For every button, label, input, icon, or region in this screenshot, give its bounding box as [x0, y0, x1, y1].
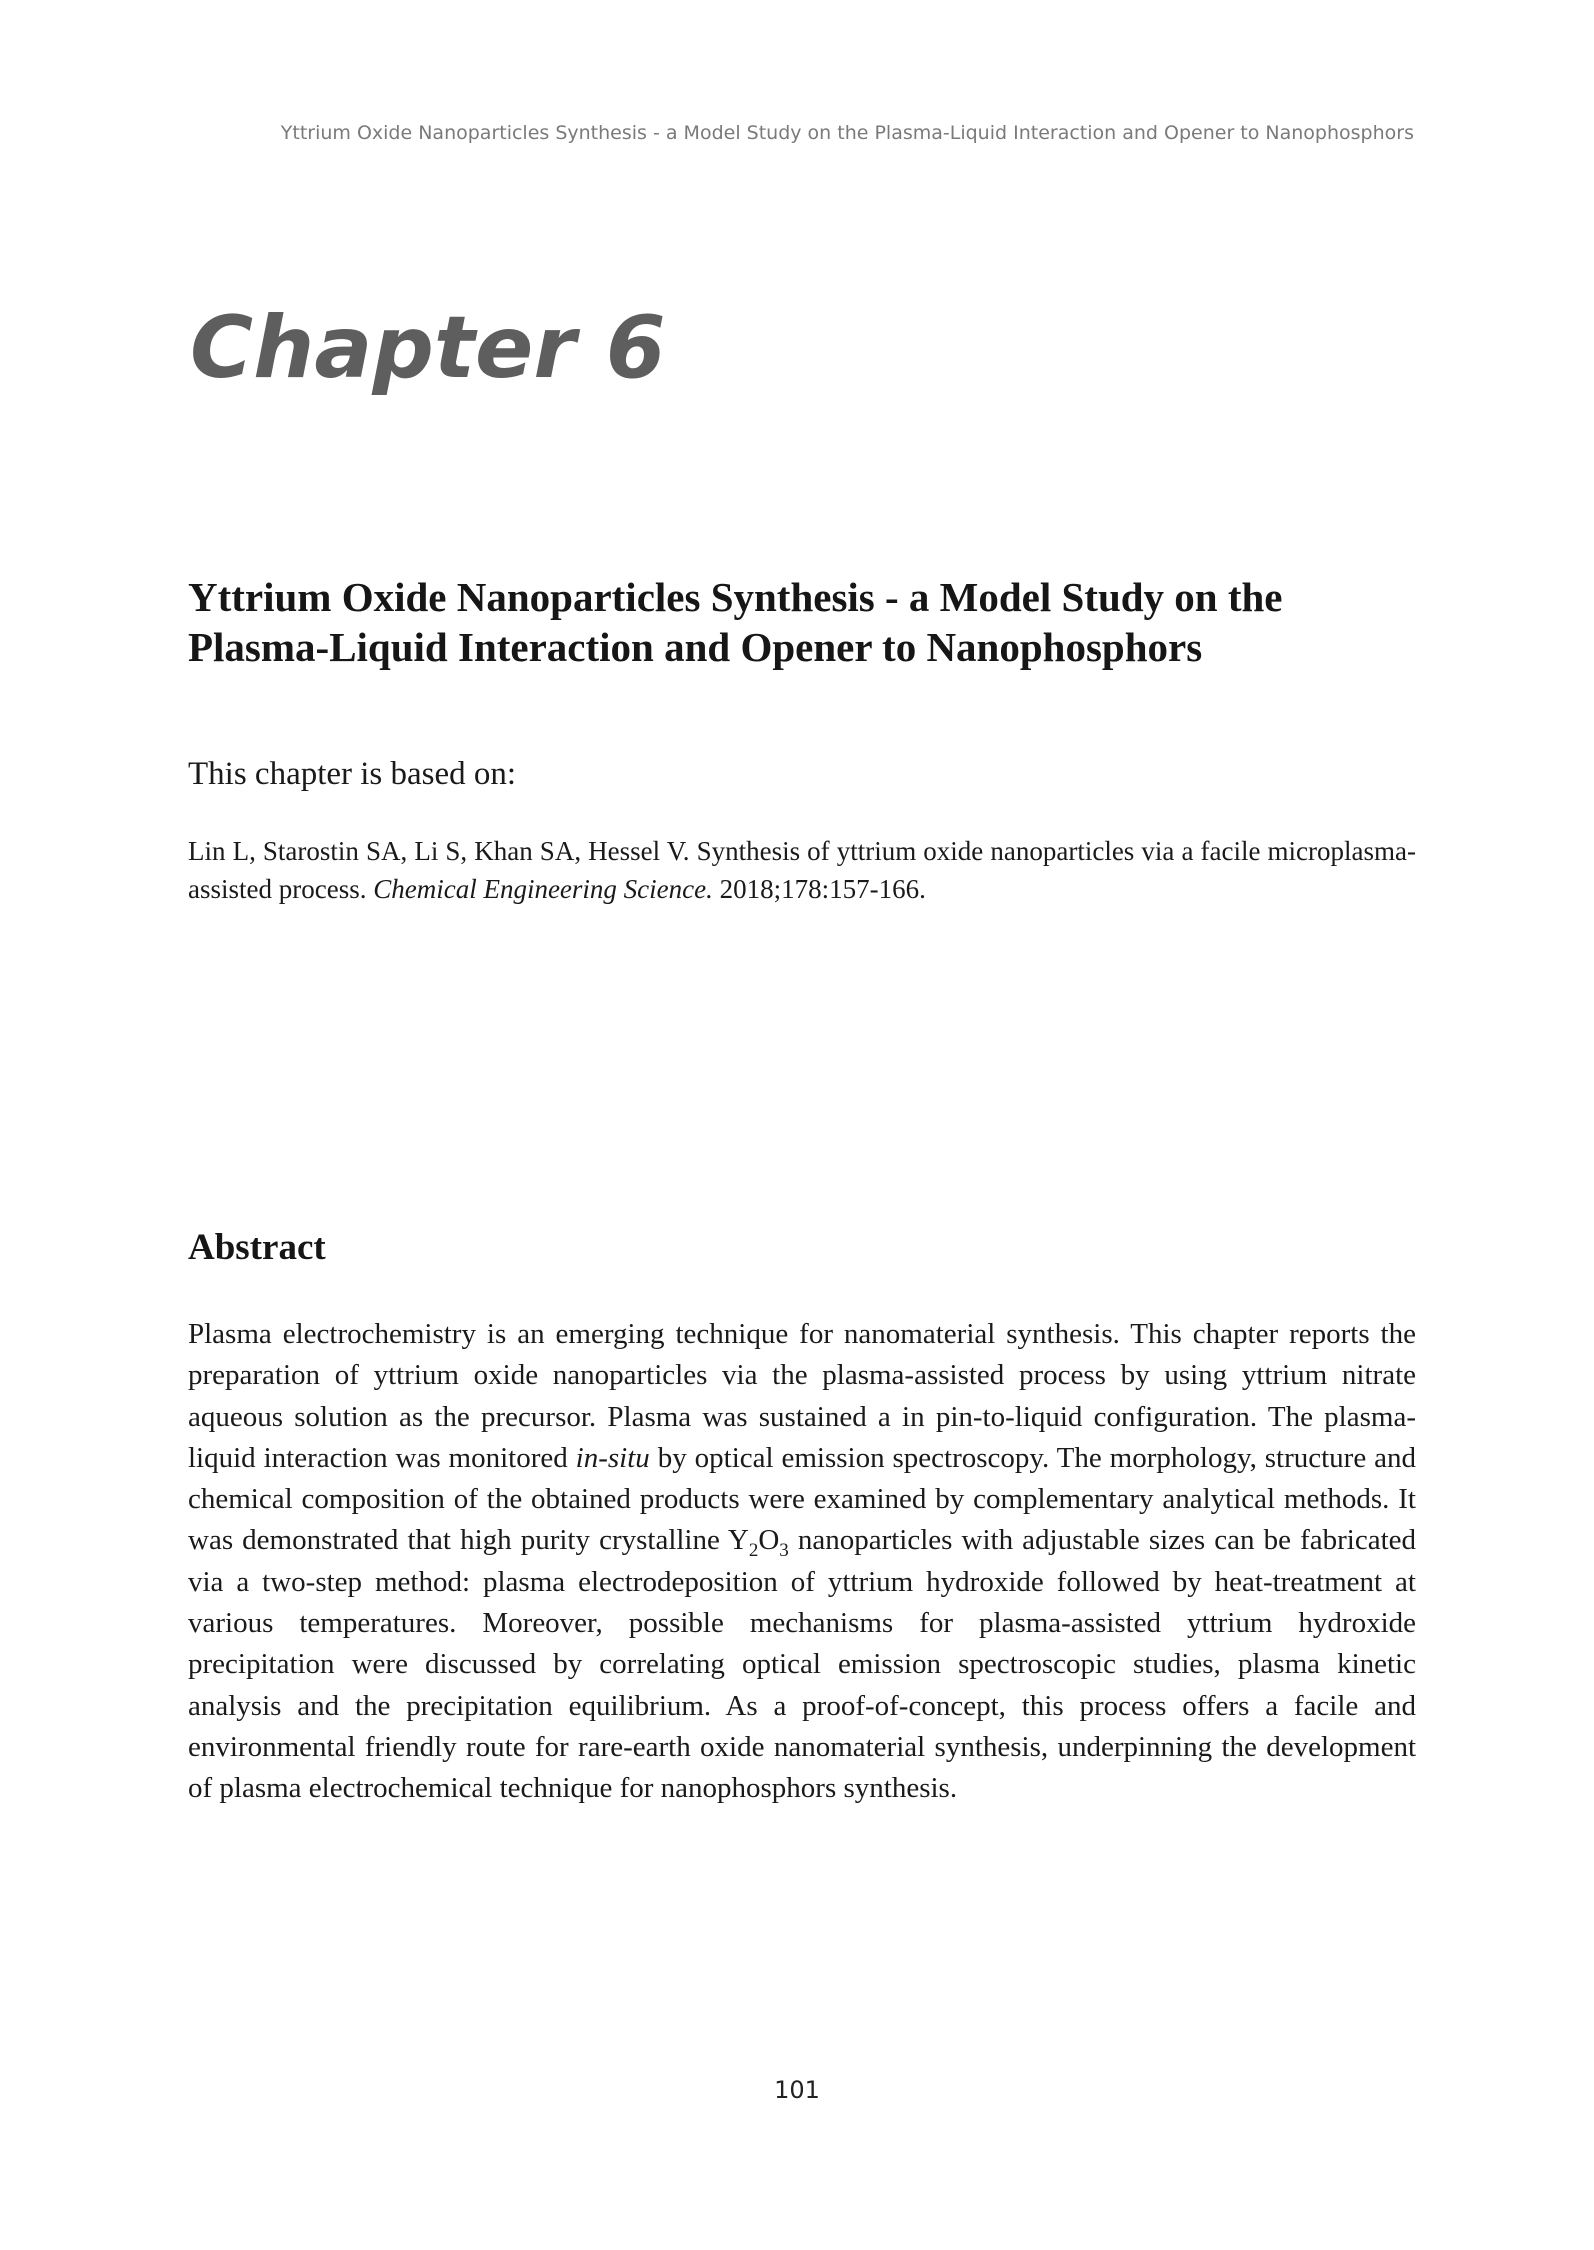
abstract-text-part3: nanoparticles with adjustable sizes can be fabricated via a two-step method: plasma electrodeposition of yttrium hydroxide followed by heat-treatment at various temperatures. Moreover, possible mechanisms for plasma-assisted yttrium hydroxide precipitation were discussed by correlating optical emission spectroscopic studies, plasma kinetic analysis and the precipitation equilibrium. As a proof-of-concept, this process offers a facile and environmental friendly route for rare-earth oxide nanomaterial synthesis, underpinning the development of plasma electrochemical technique for nanophosphors synthesis.	[188, 1524, 1416, 1805]
running-header: Yttrium Oxide Nanoparticles Synthesis - a Model Study on the Plasma-Liquid Interaction and Opener to Nanophosphors	[280, 122, 1414, 144]
abstract-body	[188, 1314, 1416, 1810]
citation	[188, 832, 1416, 908]
based-on-intro: This chapter is based on:	[188, 756, 517, 792]
abstract-in-situ: in-situ	[575, 1441, 650, 1474]
citation-journal: Chemical Engineering Science.	[373, 874, 713, 904]
abstract-text-part2: by optical emission spectroscopy. The morphology, structure and chemical composition of the obtained products were examined by complementary analytical methods. It was demonstrated that high purity crystalline Y	[188, 1441, 1416, 1557]
abstract-heading: Abstract	[188, 1227, 326, 1268]
abstract-text-part1: Plasma electrochemistry is an emerging technique for nanomaterial synthesis. This chapter reports the preparation of yttrium oxide nanoparticles via the plasma-assisted process by using yttrium nitrate aqueous solution as the precursor. Plasma was sustained a in pin-to-liquid configuration. The plasma-liquid interaction was monitored	[188, 1318, 1416, 1474]
chapter-number: Chapter 6	[190, 298, 666, 398]
formula-subscript-2: 2	[748, 1540, 759, 1562]
formula-subscript-3: 3	[779, 1540, 789, 1562]
chapter-title: Yttrium Oxide Nanoparticles Synthesis - a Model Study on the Plasma-Liquid Interaction and Opener to Nanophosphors	[188, 574, 1283, 670]
citation-details: 2018;178:157-166.	[712, 874, 926, 904]
page-number: 101	[774, 2076, 820, 2104]
citation-authors-title: Lin L, Starostin SA, Li S, Khan SA, Hessel V. Synthesis of yttrium oxide nanoparticles via a facile microplasma-assisted process.	[188, 836, 1416, 904]
formula-oxygen: O	[758, 1524, 780, 1557]
